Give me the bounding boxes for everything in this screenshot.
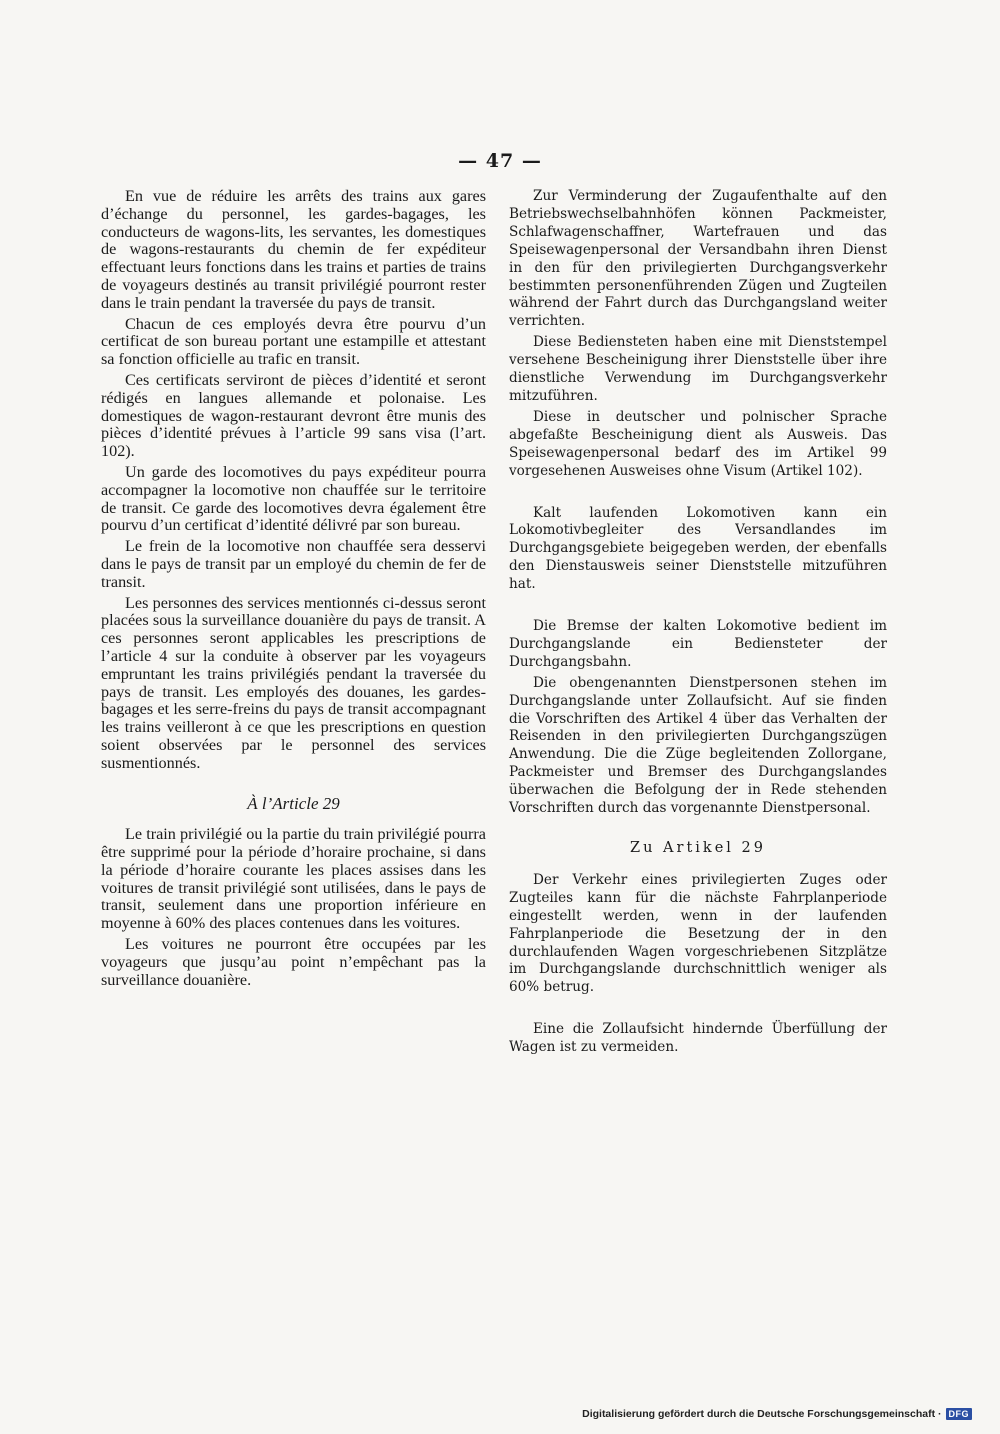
de-paragraph-5: Die Bremse der kalten Lokomotive bedient im Durchgangslande ein Bediensteter der Durchgangsbahn. — [509, 618, 887, 670]
german-column — [509, 188, 887, 1057]
fr-paragraph-3: Ces certificats serviront de pièces d’identité et seront rédigés en langues allemande et polonaise. Les domestiques de wagon-restaurant devront être munis des pièces d’identité prévues à l’article 99 sans visa (l’art. 102). — [101, 370, 486, 461]
fr-paragraph-8: Les voitures ne pourront être occupées par les voyageurs que jusqu’au point n’empêchant pas la surveillance douanière. — [101, 935, 486, 989]
dfg-logo-icon: DFG — [946, 1408, 973, 1420]
de-heading-artikel-29: Zu Artikel 29 — [630, 840, 766, 856]
de-paragraph-6: Die obengenannten Dienstpersonen stehen im Durchgangslande unter Zollaufsicht. Auf sie finden die Vorschriften des Artikel 4 über das Verhalten der Reisenden in den privilegierten Durchgangszügen Anwendung. Die die Züge begleitenden Zollorgane, Packmeister und Bremser des Durchgangslandes überwachen die Befolgung der in Rede stehenden Vorschriften durch das vorgenannte Dienstpersonal. — [509, 674, 887, 817]
de-paragraph-3: Diese in deutscher und polnischer Sprache abgefaßte Bescheinigung dient als Ausweis. Das Speisewagenpersonal bedarf des im Artikel 99 vorgesehenen Ausweises ohne Visum (Artikel 102). — [509, 408, 887, 479]
de-paragraph-7: Der Verkehr eines privilegierten Zuges oder Zugteiles kann für die nächste Fahrplanperiode eingestellt werden, wenn in der laufenden Fahrplanperiode die Besetzung der in den durchlaufenden Wagen vorgeschriebenen Sitzplätze im Durchgangslande durchschnittlich weniger als 60% betrug. — [509, 871, 887, 996]
fr-paragraph-1: En vue de réduire les arrêts des trains aux gares d’échange du personnel, les gardes-bagages, les conducteurs de wagons-lits, les servantes, les domestiques de wagons-restaurants du chemin de fer expéditeur effectuant leurs fonctions dans les trains et parties de trains de voyageurs destinés au transit privilégié pourront rester dans le train pendant la traversée du pays de transit. — [101, 187, 486, 312]
de-paragraph-2: Diese Bediensteten haben eine mit Dienststempel versehene Bescheinigung ihrer Dienststelle über ihre dienstliche Verwendung im Durchgangsverkehr mitzuführen. — [509, 334, 887, 404]
de-paragraph-8: Eine die Zollaufsicht hindernde Überfüllung der Wagen ist zu vermeiden. — [509, 1021, 887, 1056]
fr-paragraph-7: Le train privilégié ou la partie du train privilégié pourra être supprimé pour la période d’horaire prochaine, si dans la période d’horaire courante les places assises dans les voitures de transit privilégié sont utilisées, dans le pays de transit, seulement dans une proportion inférieure en moyenne à 60% des places contenues dans les voitures. — [101, 825, 486, 933]
footer-credit-text: Digitalisierung gefördert durch die Deutsche Forschungsgemeinschaft · — [582, 1408, 942, 1420]
de-paragraph-4: Kalt laufenden Lokomotiven kann ein Lokomotivbegleiter des Versandlandes im Durchgangsgebiete beigegeben werden, der ebenfalls den Dienstausweis seiner Dienststelle mitzuführen hat. — [509, 504, 887, 593]
digitization-footer — [582, 1408, 972, 1420]
fr-paragraph-4: Un garde des locomotives du pays expéditeur pourra accompagner la locomotive non chauffée sur le territoire de transit. Ce garde des locomotives devra également être pourvu d’un certificat d’identité délivré par son bureau. — [101, 462, 486, 535]
fr-paragraph-6: Les personnes des services mentionnés ci-dessus seront placées sous la surveillance douanière du pays de transit. A ces personnes seront applicables les prescriptions de l’article 4 sur la conduite à observer par les voyageurs empruntant les trains privilégiés pendant la traversée du pays de transit. Les employés des douanes, les gardes-bagages et les serre-freins du pays de transit accompagnant les trains veilleront à ce que les prescriptions en question soient observées par le personnel des services susmentionnés. — [101, 593, 486, 772]
french-column — [101, 188, 486, 989]
fr-heading-article-29: À l’Article 29 — [247, 793, 340, 813]
fr-paragraph-5: Le frein de la locomotive non chauffée sera desservi dans le pays de transit par un employé du chemin de fer de transit. — [101, 537, 486, 591]
de-paragraph-1: Zur Verminderung der Zugaufenthalte auf den Betriebswechselbahnhöfen können Packmeister, Schlafwagenschaffner, Wartefrauen und das Speisewagenpersonal der Versandbahn ihren Dienst in den für den privilegierten Durchgangsverkehr bestimmten personenführenden Zügen und Zugteilen während der Fahrt durch das Durchgangsland weiter verrichten. — [509, 188, 887, 330]
fr-paragraph-2: Chacun de ces employés devra être pourvu d’un certificat de son bureau portant une estampille et attestant sa fonction officielle au trafic en transit. — [101, 314, 486, 369]
page-number: — 47 — — [458, 150, 542, 172]
